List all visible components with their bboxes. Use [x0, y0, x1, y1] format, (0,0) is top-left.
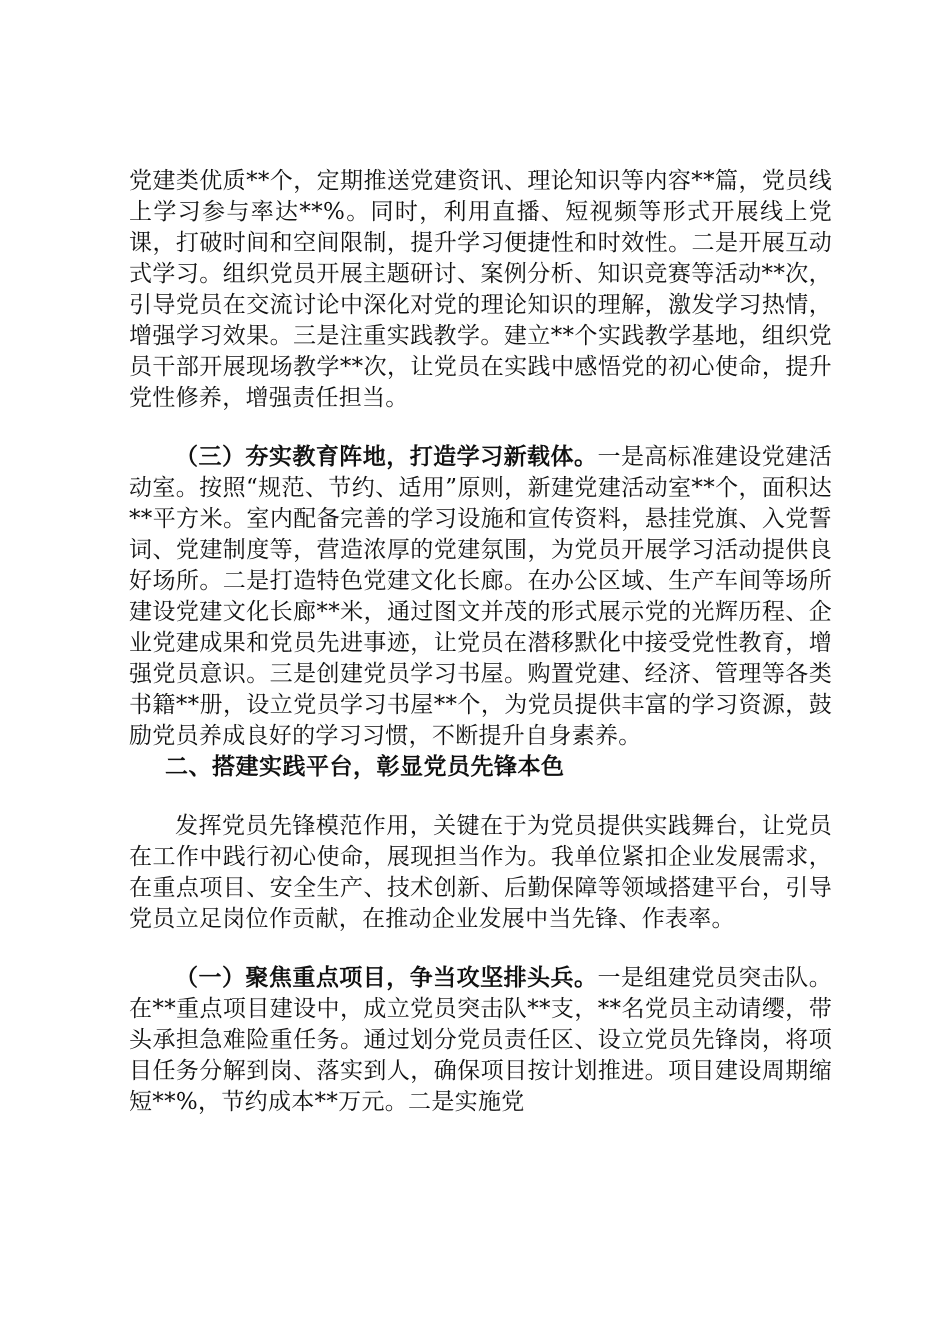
paragraph-body-text: 一是高标准建设党建活动室。按照“规范、节约、适用”原则，新建党建活动室**个，面积达**平方米。室内配备完善的学习设施和宣传资料，悬挂党旗、入党誓词、党建制度等，营造浓厚的党建氛围，为党员开展学习活动提供良好场所。二是打造特色党建文化长廊。在办公区域、生产车间等场所建设党建文化长廊**米，通过图文并茂的形式展示党的光辉历程、企业党建成果和党员先进事迹，让党员在潜移默化中接受党性教育，增强党员意识。三是创建党员学习书屋。购置党建、经济、管理等各类书籍**册，设立党员学习书屋**个，为党员提供丰富的学习资源，鼓励党员养成良好的学习习惯，不断提升自身素养。: [129, 444, 832, 749]
paragraph-body-text: 一是组建党员突击队。在**重点项目建设中，成立党员突击队**支，**名党员主动请缨，带头承担急难险重任务。通过划分党员责任区、设立党员先锋岗，将项目任务分解到岗、落实到人，确保项目按计划推进。项目建设周期缩短**%，节约成本**万元。二是实施党: [129, 965, 832, 1115]
paragraph-key-projects: [129, 963, 832, 1118]
paragraph-online-learning: 党建类优质**个，定期推送党建资讯、理论知识等内容**篇，党员线上学习参与率达**%。同时，利用直播、短视频等形式开展线上党课，打破时间和空间限制，提升学习便捷性和时效性。二是开展互动式学习。组织党员开展主题研讨、案例分析、知识竞赛等活动**次，引导党员在交流讨论中深化对党的理论知识的理解，激发学习热情，增强学习效果。三是注重实践教学。建立**个实践教学基地，组织党员干部开展现场教学**次，让党员在实践中感悟党的初心使命，提升党性修养，增强责任担当。: [129, 168, 832, 411]
paragraph-lead-heading: （一）聚焦重点项目，争当攻坚排头兵。: [175, 965, 598, 991]
section-heading: 二、搭建实践平台，彰显党员先锋本色: [165, 754, 565, 780]
paragraph-education-base: [129, 442, 832, 752]
paragraph-practice-intro: 发挥党员先锋模范作用，关键在于为党员提供实践舞台，让党员在工作中践行初心使命，展现担当作为。我单位紧扣企业发展需求，在重点项目、安全生产、技术创新、后勤保障等领域搭建平台，引导党员立足岗位作贡献，在推动企业发展中当先锋、作表率。: [129, 813, 832, 932]
paragraph-lead-heading: （三）夯实教育阵地，打造学习新载体。: [175, 444, 598, 470]
document-body: [129, 166, 832, 1118]
